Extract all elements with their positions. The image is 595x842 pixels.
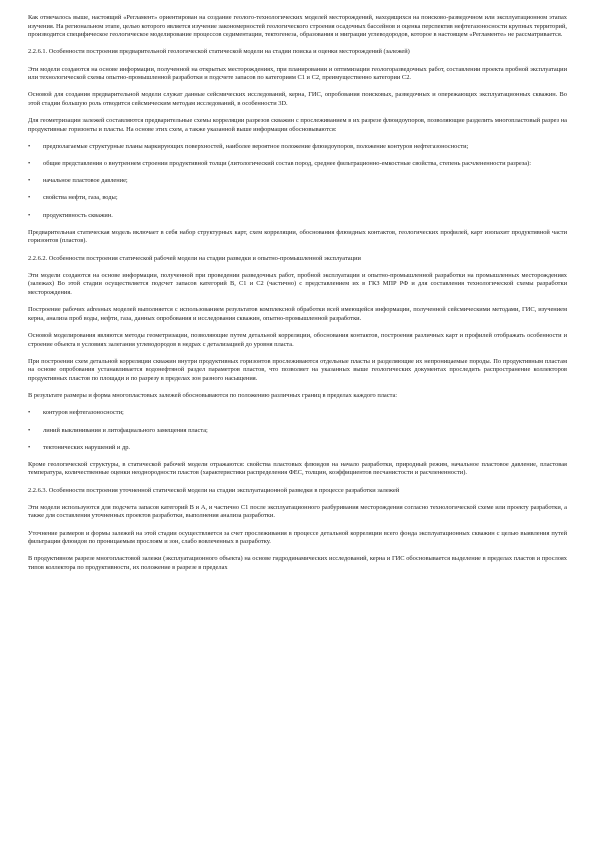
bullet-item bbox=[28, 143, 567, 152]
paragraph: Как отмечалось выше, настоящий «Регламент» ориентирован на создание геолого-технологических моделей месторождений, находящихся на поисково-разведочном или эксплуатационном этапах изучения. На региональном этапе, целью которого является изучение закономерностей геологического строения осадочных бассейнов и оценка перспектив нефтегазоносности крупных территорий, производится специфическое геологическое моделирование процессов седиментации, тектогенеза, образования и миграции углеводородов, которое в настоящем «Регламенте» не рассматривается. bbox=[28, 14, 567, 39]
bullet-item bbox=[28, 194, 567, 203]
bullet-marker: • bbox=[28, 142, 31, 150]
bullet-text: линий выклинивания и литофациального замещения пласта; bbox=[43, 426, 208, 434]
section-heading: 2.2.6.1. Особенности построения предварительной геологической статической модели на стадии поиска и оценки месторождений (залежей) bbox=[28, 48, 410, 56]
paragraph: Предварительная статическая модель включает в себя набор структурных карт, схем корреляции, обоснования флюидных контактов, геологических профилей, карт изопахит продуктивной части горизонтов (пластов). bbox=[28, 228, 567, 245]
bullet-text: общие представления о внутреннем строении продуктивной толщи (литологический состав пород, среднее фильтрационно-емкостные свойства, степень расчлененности разреза): bbox=[43, 160, 532, 168]
bullet-marker: • bbox=[28, 443, 31, 451]
paragraph: В продуктивном разрезе многопластовой залежи (эксплуатационного объекта) на основе гидродинамических исследований, керна и ГИС обосновывается выделение в пределах пластов и прослоях типов коллектора по продуктивности, их положение в разрезе в пределах bbox=[28, 555, 567, 571]
bullet-text: тектонических нарушений и др. bbox=[43, 443, 130, 451]
bullet-item bbox=[28, 409, 567, 418]
paragraph: В результате размеры и форма многопластовых залежей обосновываются по положению различных границ в пределах каждого пласта: bbox=[28, 392, 398, 400]
bullet-marker: • bbox=[28, 426, 31, 434]
bullet-text: контуров нефтегазоносности; bbox=[43, 409, 124, 417]
bullet-item bbox=[28, 212, 567, 221]
paragraph: Основой для создания предварительной модели служат данные сейсмических исследований, керна, ГИС, опробования поисковых, разведочных и опережающих эксплуатационных скважин. Во этой стадии большую роль отводится сейсмическим методам исследований, в особенности 3D. bbox=[28, 91, 567, 107]
bullet-item bbox=[28, 160, 567, 169]
paragraph: Основой моделирования являются методы геометризации, позволяющие путем детальной корреляции, обоснования контактов, построения различных карт и профилей отображать особенности и строение объекта в условиях залегания углеводородов в недрах с детализацией до уровня пласта. bbox=[28, 331, 567, 348]
paragraph: Эти модели используются для подсчета запасов категорий B и A, и частично C1 после эксплуатационного разбуривания месторождения согласно технологической схеме или проекту разработки, а также для составления уточненных проектов разработки, выполнения анализа разработки. bbox=[28, 503, 567, 520]
bullet-marker: • bbox=[28, 409, 31, 417]
bullet-marker: • bbox=[28, 177, 31, 185]
bullet-text: предполагаемые структурные планы маркирующих поверхностей, наиболее вероятное положение флюидоупоров, положение контуров нефтегазоносности; bbox=[43, 142, 469, 150]
section-heading: 2.2.6.2. Особенности построения статической рабочей модели на стадии разведки и опытно-промышленной эксплуатации bbox=[28, 254, 361, 262]
section-heading: 2.2.6.3. Особенности построения уточненной статической модели на стадии эксплуатационной разведки в процессе разработки залежей bbox=[28, 486, 400, 494]
paragraph: Эти модели создаются на основе информации, полученной при проведении разведочных работ, пробной эксплуатации и опытно-промышленной разработки на промышленных месторождениях (залежах) Во этой стадии осуществляется подсчет запасов категорий B, C1 и C2 (частично) с представлением их в ГКЗ МПР РФ и для составления технологической схемы разработки месторождения. bbox=[28, 271, 567, 296]
paragraph: Построение рабочих adresных моделей выполняется с использованием результатов комплексной обработки всей имеющейся информации, полученной сейсмическими методами, ГИС, изучением керна, анализа проб воды, нефти, газа, данных опробования и исследования скважин, опытно-промышленной разработки. bbox=[28, 306, 567, 322]
paragraph: Эти модели создаются на основе информации, полученной на открытых месторождениях, при планировании и оптимизации геологоразведочных работ, составлении проекта пробной эксплуатации или технологической схемы опытно-промышленной разработки и подсчете запасов по категориям C1 и C2, преимущественно категории C2. bbox=[28, 65, 567, 82]
paragraph: Кроме геологической структуры, в статической рабочей модели отражаются: свойства пластовых флюидов на начало разработки, природный режим, начальное пластовое давление, пластовая температура, количественные оценки неоднородности пластов (характеристики распределения ФЕС, толщин, коэффициентов песчанистости и расчлененности). bbox=[28, 460, 567, 477]
bullet-marker: • bbox=[28, 211, 31, 219]
bullet-item bbox=[28, 427, 567, 436]
bullet-item bbox=[28, 444, 567, 453]
bullet-item bbox=[28, 177, 567, 186]
paragraph: При построении схем детальной корреляции скважин внутри продуктивных горизонтов прослеживаются отдельные пласты и разделяющие их непроницаемые породы. По продуктивным пластам на основе опробования устанавливается водонефтяной раздел параметров пластов, что позволяет на указанных выше геологических документах проследить распространение коллекторов продуктивных пластов по площади и по разрезу в пределах зон разного насыщения. bbox=[28, 357, 567, 382]
paragraph: Для геометризации залежей составляются предварительные схемы корреляции разрезов скважин с прослеживанием в их разрезе флюидоупоров, позволяющие разделить многопластовый разрез на продуктивные горизонты и пласты. На основе этих схем, а также указанной выше информации обосновываются: bbox=[28, 117, 567, 133]
bullet-text: начальное пластовое давление; bbox=[43, 177, 128, 185]
paragraph: Уточнение размеров и формы залежей на этой стадии осуществляется за счет прослеживания в процессе детальной корреляции всего фонда эксплуатационных скважин с целью выявления путей фильтрации флюидов по проницаемым прослоям и зон, слабо вовлеченных в разработку. bbox=[28, 529, 567, 546]
bullet-text: свойства нефти, газа, воды; bbox=[43, 194, 118, 202]
bullet-marker: • bbox=[28, 194, 31, 202]
bullet-text: продуктивность скважин. bbox=[43, 211, 113, 219]
bullet-marker: • bbox=[28, 160, 31, 168]
